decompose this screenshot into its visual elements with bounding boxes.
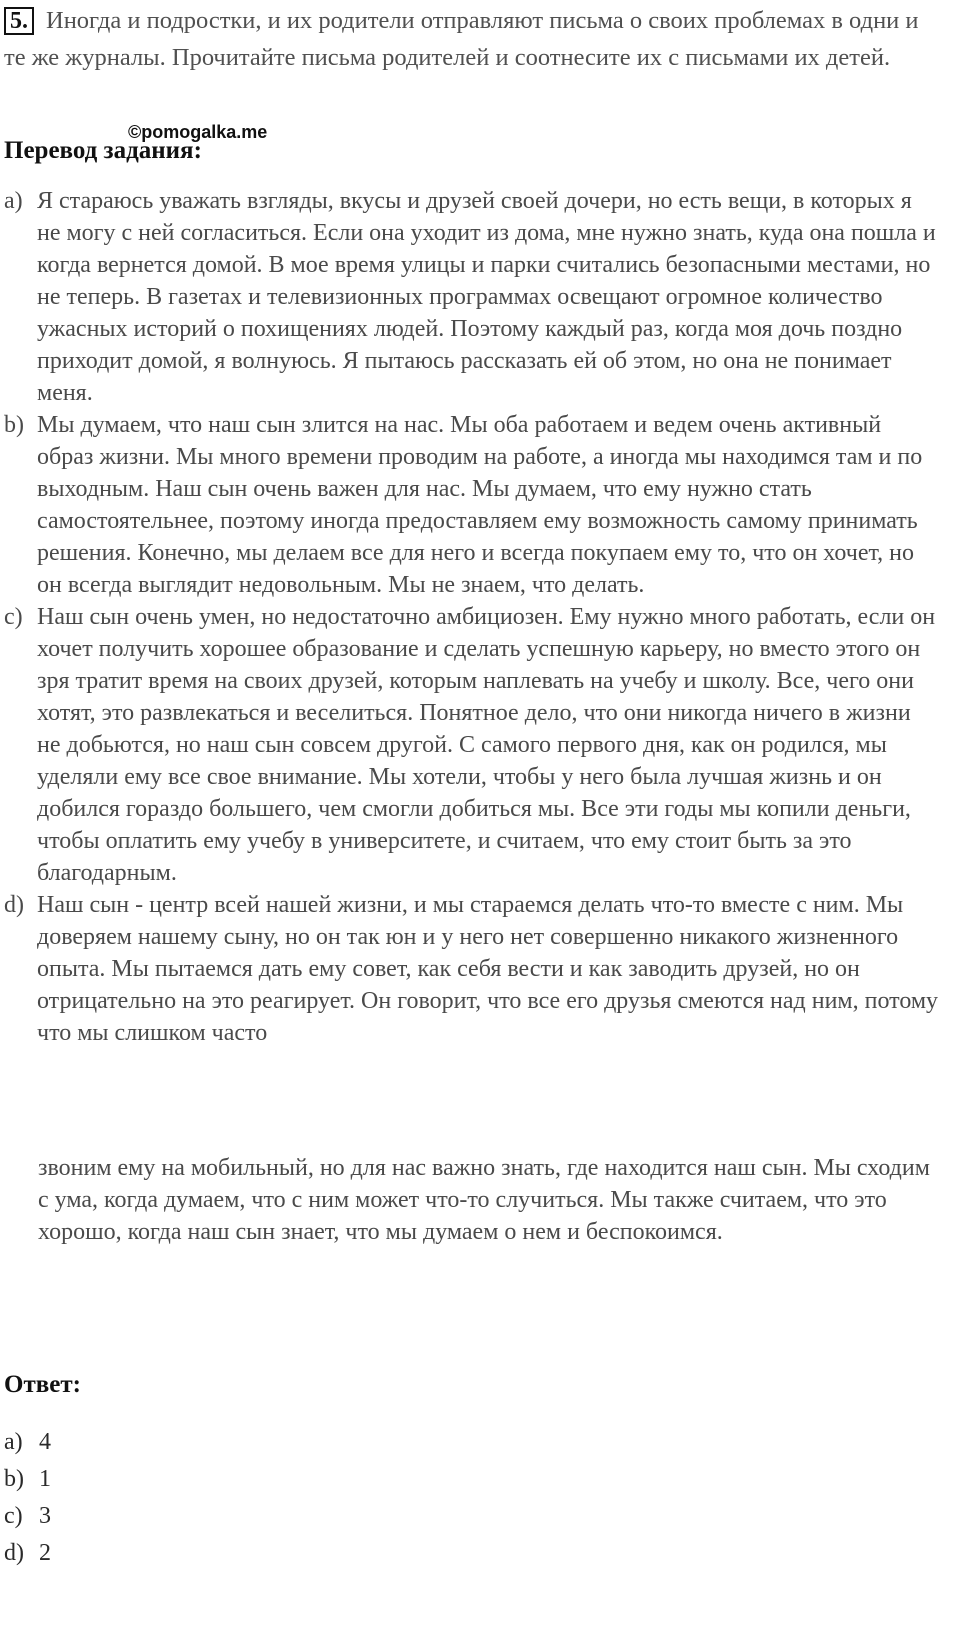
answer-letter: c) — [4, 1503, 23, 1529]
answer-value: 2 — [39, 1540, 51, 1566]
paragraph-a — [4, 185, 939, 409]
paragraph-letter: d) — [4, 892, 24, 918]
watermark: ©pomogalka.me — [128, 122, 268, 142]
paragraph-d — [4, 889, 939, 1049]
paragraph-b — [4, 409, 939, 601]
translation-heading: Перевод задания: — [4, 137, 202, 164]
paragraph-text: Я стараюсь уважать взгляды, вкусы и друзей своей дочери, но есть вещи, в которых я не могу с ней согласиться. Если она уходит из дома, мне нужно знать, куда она пошла и когда вернется домой. В мое время улицы и парки считались безопасными местами, но не теперь. В газетах и телевизионных программах освещают огромное количество ужасных историй о похищениях людей. Поэтому каждый раз, когда моя дочь поздно приходит домой, я волнуюсь. Я пытаюсь рассказать ей об этом, но она не понимает меня. — [37, 188, 936, 406]
paragraph-letter: a) — [4, 188, 23, 214]
task-text: Иногда и подростки, и их родители отправляют письма о своих проблемах в одни и те же журналы. Прочитайте письма родителей и соотнесите их с письмами их детей. — [4, 7, 919, 71]
paragraph-text: Наш сын очень умен, но недостаточно амбициозен. Ему нужно много работать, если он хочет получить хорошее образование и сделать успешную карьеру, но вместо этого он зря тратит время на своих друзей, которым наплевать на учебу и школу. Все, чего они хотят, это развлекаться и веселиться. Понятное дело, что они никогда ничего в жизни не добьются, но наш сын совсем другой. С самого первого дня, как он родился, мы уделяли ему все свое внимание. Мы хотели, чтобы у него была лучшая жизнь и он добился гораздо большего, чем смогли добиться мы. Все эти годы мы копили деньги, чтобы оплатить ему учебу в университете, и считаем, что ему стоит быть за это благодарным. — [37, 604, 936, 886]
task-statement — [4, 2, 944, 76]
task-number: 5. — [4, 7, 34, 35]
answer-letter: a) — [4, 1429, 23, 1455]
paragraph-text: Наш сын - центр всей нашей жизни, и мы стараемся делать что-то вместе с ним. Мы доверяем нашему сыну, но он так юн и у него нет совершенно никакого жизненного опыта. Мы пытаемся дать ему совет, как себя вести и как заводить друзей, но он отрицательно на это реагирует. Он говорит, что все его друзья смеются над ним, потому что мы слишком часто — [37, 892, 939, 1046]
answer-item — [4, 1498, 51, 1535]
paragraph-d-continuation: звоним ему на мобильный, но для нас важно знать, где находится наш сын. Мы сходим с ума, когда думаем, что с ним может что-то случиться. Мы также считаем, что это хорошо, когда наш сын знает, что мы думаем о нем и беспокоимся. — [38, 1155, 930, 1245]
answer-item — [4, 1535, 51, 1572]
answer-item — [4, 1424, 51, 1461]
paragraph-letter: c) — [4, 604, 23, 630]
answer-letter: d) — [4, 1540, 24, 1566]
answer-value: 3 — [39, 1503, 51, 1529]
answer-value: 4 — [39, 1429, 51, 1455]
paragraph-text: Мы думаем, что наш сын злится на нас. Мы оба работаем и ведем очень активный образ жизни. Мы много времени проводим на работе, а иногда мы находимся там и по выходным. Наш сын очень важен для нас. Мы думаем, что ему нужно стать самостоятельнее, поэтому иногда предоставляем ему возможность самому принимать решения. Конечно, мы делаем все для него и всегда покупаем ему то, что он хочет, но он всегда выглядит недовольным. Мы не знаем, что делать. — [37, 412, 923, 598]
answer-list — [4, 1424, 51, 1572]
paragraph-letter: b) — [4, 412, 24, 438]
answer-item — [4, 1461, 51, 1498]
translation-paragraphs — [4, 185, 939, 1049]
answer-heading: Ответ: — [4, 1371, 81, 1398]
answer-value: 1 — [39, 1466, 51, 1492]
answer-letter: b) — [4, 1466, 24, 1492]
paragraph-c — [4, 601, 939, 889]
